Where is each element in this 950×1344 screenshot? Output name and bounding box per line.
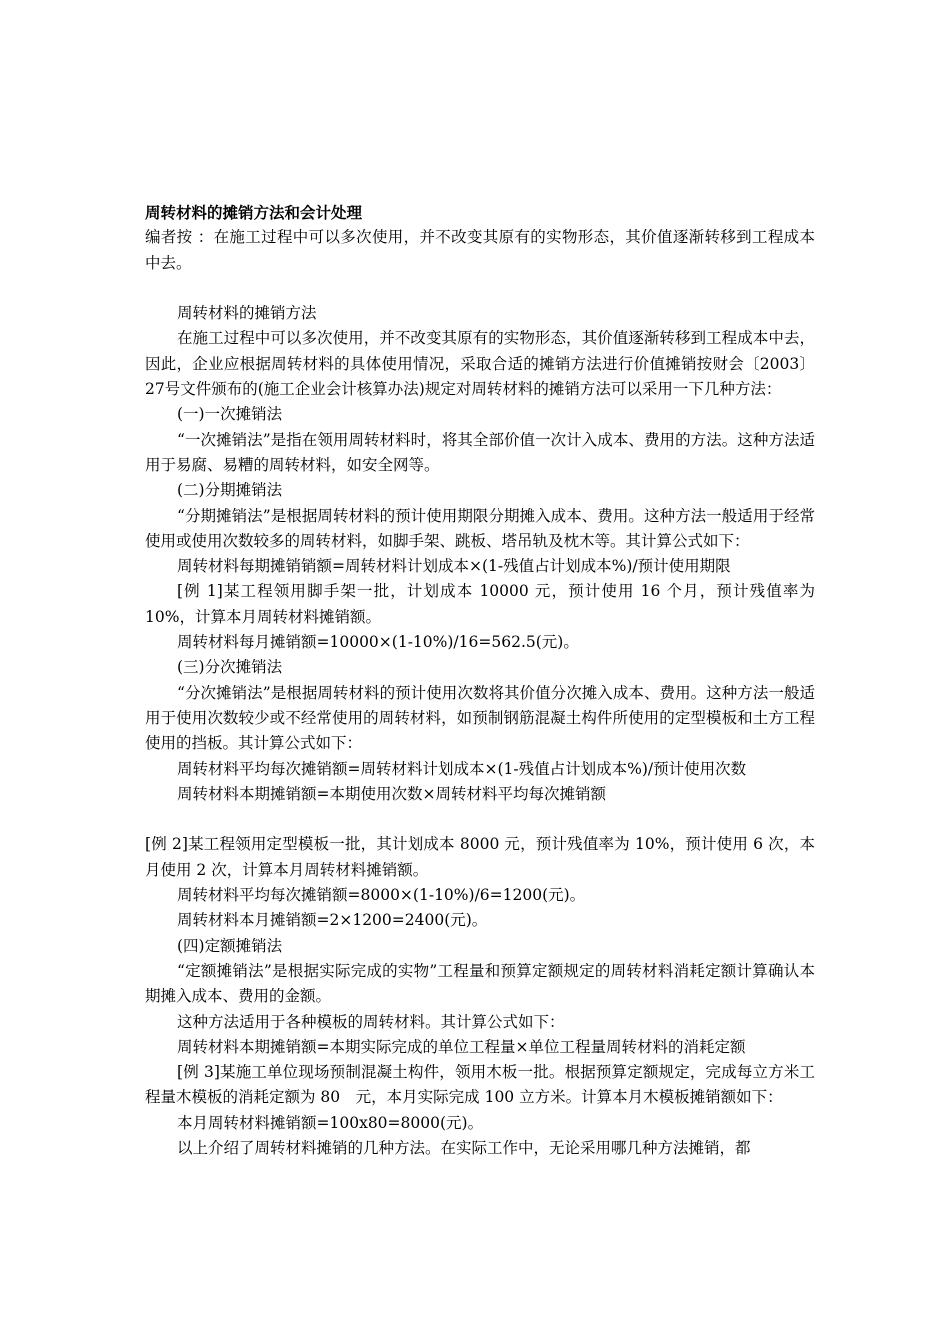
method-4-example: [例 3]某施工单位现场预制混凝土构件，领用木板一批。根据预算定额规定，完成每立方米工程量木模板的消耗定额为 80 元，本月实际完成 100 立方米。计算本月木模板摊销额如下： [145, 1063, 815, 1107]
method-3-description: “分次摊销法”是根据周转材料的预计使用次数将其价值分次摊入成本、费用。这种方法一般适用于使用次数较少或不经常使用的周转材料，如预制钢筋混凝土构件所使用的定型模板和土方工程使用的挡板。其计算公式如下： [145, 683, 815, 753]
intro-paragraph: 在施工过程中可以多次使用，并不改变其原有的实物形态，其价值逐渐转移到工程成本中去，因此，企业应根据周转材料的具体使用情况，采取合适的摊销方法进行价值摊销按财会〔2003〕27号文件颁布的(施工企业会计核算办法)规定对周转材料的摊销方法可以采用一下几种方法： [145, 329, 815, 399]
method-3-formula-1: 周转材料平均每次摊销额=周转材料计划成本×(1-残值占计划成本%)/预计使用次数 [177, 759, 747, 778]
method-4-scope: 这种方法适用于各种模板的周转材料。其计算公式如下： [177, 1012, 565, 1031]
method-2-result: 周转材料每月摊销额=10000×(1-10%)/16=562.5(元)。 [177, 633, 579, 652]
method-2-description: “分期摊销法”是根据周转材料的预计使用期限分期摊入成本、费用。这种方法一般适用于经常使用或使用次数较多的周转材料，如脚手架、跳板、塔吊轨及枕木等。其计算公式如下： [145, 506, 815, 550]
method-3-result-2: 周转材料本月摊销额=2×1200=2400(元)。 [177, 911, 488, 930]
method-2-example: [例 1]某工程领用脚手架一批，计划成本 10000 元，预计使用 16 个月，预计残值率为 10%，计算本月周转材料摊销额。 [145, 582, 815, 626]
editor-note: 编者按 ：在施工过程中可以多次使用，并不改变其原有的实物形态，其价值逐渐转移到工程成本中去。 [145, 228, 815, 272]
method-4-heading: (四)定额摊销法 [177, 936, 283, 955]
blank-line [145, 807, 815, 832]
section-heading: 周转材料的摊销方法 [177, 304, 317, 323]
method-3-result-1: 周转材料平均每次摊销额=8000×(1-10%)/6=1200(元)。 [177, 886, 586, 905]
document-title: 周转材料的摊销方法和会计处理 [145, 203, 363, 222]
method-2-formula: 周转材料每期摊销销额=周转材料计划成本×(1-残值占计划成本%)/预计使用期限 [177, 557, 731, 576]
blank-line [145, 276, 815, 301]
closing-paragraph: 以上介绍了周转材料摊销的几种方法。在实际工作中，无论采用哪几种方法摊销，都 [177, 1138, 751, 1157]
method-1-description: “一次摊销法”是指在领用周转材料时，将其全部价值一次计入成本、费用的方法。这种方法适用于易腐、易糟的周转材料，如安全网等。 [145, 430, 815, 474]
method-3-heading: (三)分次摊销法 [177, 658, 283, 677]
method-2-heading: (二)分期摊销法 [177, 481, 283, 500]
method-3-example: [例 2]某工程领用定型模板一批，其计划成本 8000 元，预计残值率为 10%，预计使用 6 次，本月使用 2 次，计算本月周转材料摊销额。 [145, 835, 815, 879]
method-1-heading: (一)一次摊销法 [177, 405, 283, 424]
method-4-description: “定额摊销法”是根据实际完成的实物”工程量和预算定额规定的周转材料消耗定额计算确认本期摊入成本、费用的金额。 [145, 961, 815, 1006]
method-4-formula: 周转材料本期摊销额=本期实际完成的单位工程量×单位工程量周转材料的消耗定额 [177, 1037, 746, 1056]
document-page [145, 200, 815, 1161]
method-4-result: 本月周转材料摊销额=100x80=8000(元)。 [177, 1113, 484, 1132]
method-3-formula-2: 周转材料本期摊销额=本期使用次数×周转材料平均每次摊销额 [177, 784, 606, 803]
